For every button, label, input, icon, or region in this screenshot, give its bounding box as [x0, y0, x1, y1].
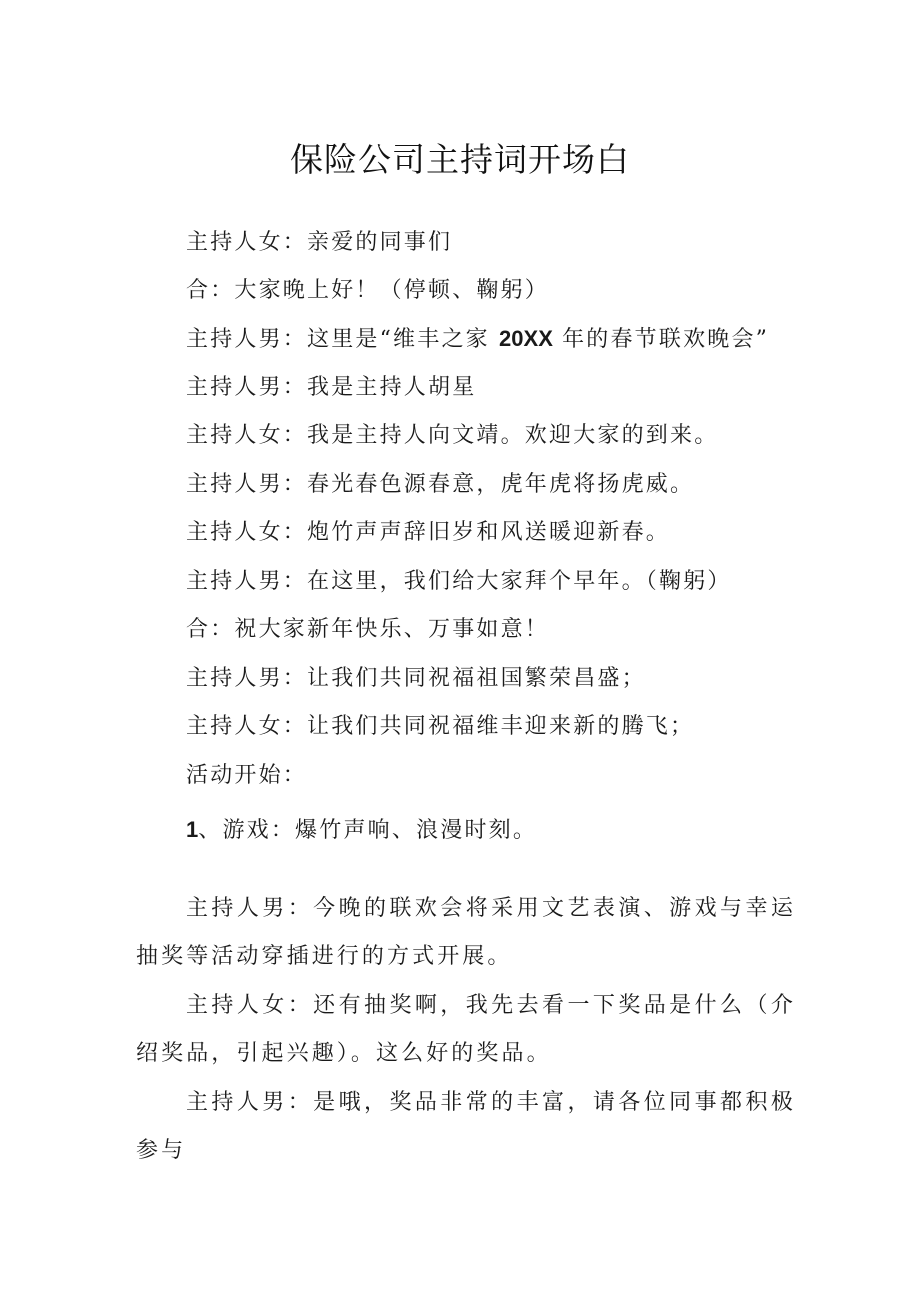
script-line: 主持人女：让我们共同祝福维丰迎来新的腾飞； — [186, 714, 695, 739]
document-title: 保险公司主持词开场白 — [290, 140, 630, 179]
line-text: 年的春节联欢晚会” — [552, 327, 770, 352]
paragraph: 主持人男：今晚的联欢会将采用文艺表演、游戏与幸运抽奖等活动穿插进行的方式开展。 — [136, 896, 796, 969]
script-line — [186, 324, 769, 355]
script-line: 合：祝大家新年快乐、万事如意！ — [186, 617, 550, 642]
script-line: 主持人女：炮竹声声辞旧岁和风送暖迎新春。 — [186, 520, 671, 545]
script-line: 主持人男：我是主持人胡星 — [186, 375, 477, 400]
section-number: 1 — [186, 817, 199, 842]
script-line: 主持人男：让我们共同祝福祖国繁荣昌盛； — [186, 666, 646, 691]
script-line: 活动开始： — [186, 763, 308, 788]
script-line: 主持人女：我是主持人向文靖。欢迎大家的到来。 — [186, 423, 719, 448]
script-line: 合：大家晚上好！（停顿、鞠躬） — [186, 278, 550, 303]
script-line: 主持人男：春光春色源春意，虎年虎将扬虎威。 — [186, 472, 695, 497]
section-heading — [186, 815, 537, 846]
script-line: 主持人女：亲爱的同事们 — [186, 230, 453, 255]
paragraph: 主持人男：是哦，奖品非常的丰富，请各位同事都积极参与 — [136, 1090, 796, 1163]
year-text: 20XX — [499, 326, 553, 351]
section-text: 、游戏：爆竹声响、浪漫时刻。 — [198, 818, 538, 843]
line-text: 主持人男：这里是“维丰之家 — [186, 327, 500, 352]
paragraph: 主持人女：还有抽奖啊，我先去看一下奖品是什么（介绍奖品，引起兴趣）。这么好的奖品。 — [136, 993, 796, 1066]
script-line: 主持人男：在这里，我们给大家拜个早年。（鞠躬） — [186, 569, 732, 594]
